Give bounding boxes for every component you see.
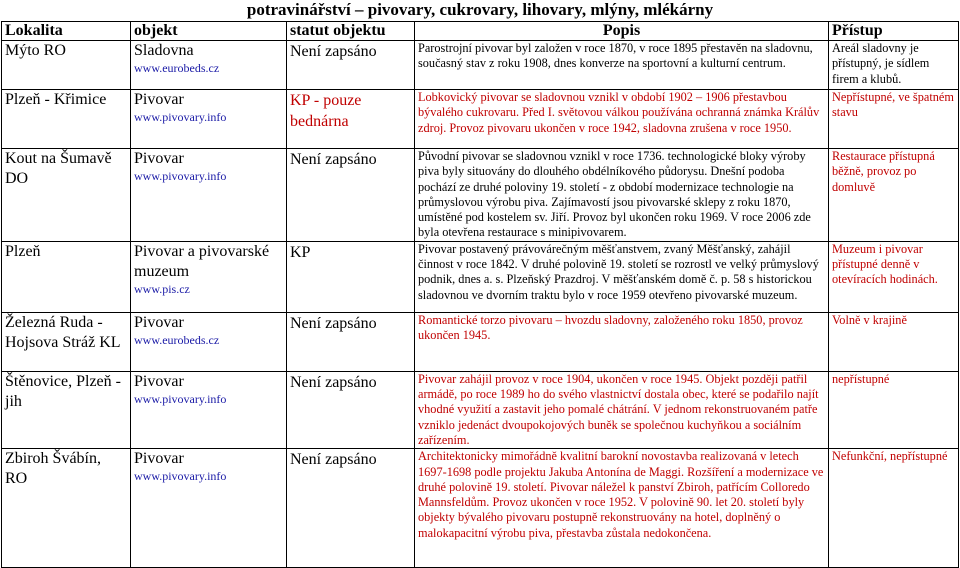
cell-statut: KP - pouze bednárna bbox=[287, 90, 415, 149]
table-row bbox=[2, 149, 959, 242]
web-link[interactable]: www.pivovary.info bbox=[134, 391, 227, 406]
header-lokalita: Lokalita bbox=[2, 22, 131, 41]
cell-pristup: Restaurace přístupná běžně, provoz po domluvě bbox=[829, 149, 959, 242]
web-link[interactable]: www.pivovary.info bbox=[134, 110, 227, 124]
cell-lokalita: Štěnovice, Plzeň - jih bbox=[2, 371, 131, 448]
header-objekt: objekt bbox=[131, 22, 287, 41]
cell-popis: Pivovar zahájil provoz v roce 1904, ukončen v roce 1945. Objekt později patřil armádě, po roce 1989 ho do svého vlastnictví dostala obec, které se podařilo najít vhodné využití a zastavit jeho pomalé chátrání. V jednom rekonstruovaném patře vzniklo jedenáct dvoupokojových buněk se společnou kuchyňkou a sociálním zařízením. bbox=[415, 371, 829, 448]
header-popis: Popis bbox=[415, 22, 829, 41]
cell-objekt: Pivovar www.pivovary.info bbox=[131, 90, 287, 149]
header-pristup: Přístup bbox=[829, 22, 959, 41]
cell-pristup: Nefunkční, nepřístupné bbox=[829, 449, 959, 568]
cell-statut: Není zapsáno bbox=[287, 371, 415, 448]
cell-objekt: Pivovar www.pivovary.info bbox=[131, 449, 287, 568]
table-row bbox=[2, 41, 959, 90]
cell-lokalita: Zbiroh Švábín, RO bbox=[2, 449, 131, 568]
monument-table bbox=[1, 0, 959, 568]
cell-objekt: Pivovar www.pivovary.info bbox=[131, 149, 287, 242]
cell-popis: Romantické torzo pivovaru – hvozdu sladovny, založeného roku 1850, provoz ukončen 1945. bbox=[415, 312, 829, 371]
header-row bbox=[2, 22, 959, 41]
web-link[interactable]: www.eurobeds.cz bbox=[134, 61, 220, 75]
table-row bbox=[2, 449, 959, 568]
cell-popis: Pivovar postavený právovárečným měšťanstvem, zvaný Měšťanský, zahájil činnost v roce 1842. V druhé polovině 19. století se rozrostl ve velký průmyslový podnik, dnes a. s. Plzeňský Prazdroj. V měšťanském domě č. p. 58 s historickou sladovnou ve dvorním traktu bylo v roce 1959 otevřeno pivovarské muzeum. bbox=[415, 241, 829, 312]
cell-popis: Architektonicky mimořádně kvalitní barokní novostavba realizovaná v letech 1697-1698 podle projektu Jakuba Antonína de Maggi. Rozšíření a modernizace ve druhé polovině 19. století. Pivovar náležel k panství Zbiroh, patřícím Colloredo Mannsfeldům. Provoz ukončen v roce 1952. V polovině 90. let 20. století byly objekty bývalého pivovaru postupně rekonstruovány na hotel, doplněný o malokapacitní výrobu piva, přestavba zůstala nedokončena. bbox=[415, 449, 829, 568]
cell-lokalita: Mýto RO bbox=[2, 41, 131, 90]
cell-lokalita: Kout na Šumavě DO bbox=[2, 149, 131, 242]
cell-lokalita: Plzeň bbox=[2, 241, 131, 312]
table-title: potravinářství – pivovary, cukrovary, lihovary, mlýny, mlékárny bbox=[2, 0, 959, 22]
table-row bbox=[2, 241, 959, 312]
cell-pristup: nepřístupné bbox=[829, 371, 959, 448]
web-link[interactable]: www.eurobeds.cz bbox=[134, 332, 220, 347]
table-row bbox=[2, 312, 959, 371]
header-statut: statut objektu bbox=[287, 22, 415, 41]
cell-lokalita: Železná Ruda - Hojsova Stráž KL bbox=[2, 312, 131, 371]
cell-pristup: Nepřístupné, ve špatném stavu bbox=[829, 90, 959, 149]
cell-statut: Není zapsáno bbox=[287, 449, 415, 568]
cell-objekt: Pivovar www.pivovary.info bbox=[131, 371, 287, 448]
cell-objekt: Pivovar www.eurobeds.cz bbox=[131, 312, 287, 371]
cell-statut: KP bbox=[287, 241, 415, 312]
web-link[interactable]: www.pis.cz bbox=[134, 281, 190, 296]
table-row bbox=[2, 90, 959, 149]
cell-pristup: Areál sladovny je přístupný, je sídlem firem a klubů. bbox=[829, 41, 959, 90]
cell-statut: Není zapsáno bbox=[287, 312, 415, 371]
cell-pristup: Volně v krajině bbox=[829, 312, 959, 371]
web-link[interactable]: www.pivovary.info bbox=[134, 469, 227, 484]
cell-popis: Lobkovický pivovar se sladovnou vznikl v období 1902 – 1906 přestavbou bývalého cukrovaru. Před I. světovou válkou používána ochranná známka Králův zdroj. Provoz pivovaru ukončen v roce 1942, sladovna zrušena v roce 1950. bbox=[415, 90, 829, 149]
web-link[interactable]: www.pivovary.info bbox=[134, 169, 227, 183]
cell-statut: Není zapsáno bbox=[287, 41, 415, 90]
cell-lokalita: Plzeň - Křimice bbox=[2, 90, 131, 149]
cell-popis: Původní pivovar se sladovnou vznikl v roce 1736. technologické bloky výroby piva byly situovány do dlouhého obdélníkového půdorysu. Dnešní podoba pochází ze druhé poloviny 19. století - z období modernizace technologie na průmyslovou výrobu piva. Zajímavostí jsou pivovarské sklepy z roku 1870, umístěné pod kostelem sv. Jiří. Provoz byl ukončen roku 1969. V roce 2006 zde byla otevřena restaurace s minipivovarem. bbox=[415, 149, 829, 242]
cell-pristup: Muzeum i pivovar přístupné denně v otevíracích hodinách. bbox=[829, 241, 959, 312]
cell-popis: Parostrojní pivovar byl založen v roce 1870, v roce 1895 přestavěn na sladovnu, současný stav z roku 1908, dnes konverze na sportovní a kulturní centrum. bbox=[415, 41, 829, 90]
title-row bbox=[2, 0, 959, 22]
cell-objekt: Pivovar a pivovarské muzeum www.pis.cz bbox=[131, 241, 287, 312]
cell-objekt: Sladovna www.eurobeds.cz bbox=[131, 41, 287, 90]
table-row bbox=[2, 371, 959, 448]
cell-statut: Není zapsáno bbox=[287, 149, 415, 242]
